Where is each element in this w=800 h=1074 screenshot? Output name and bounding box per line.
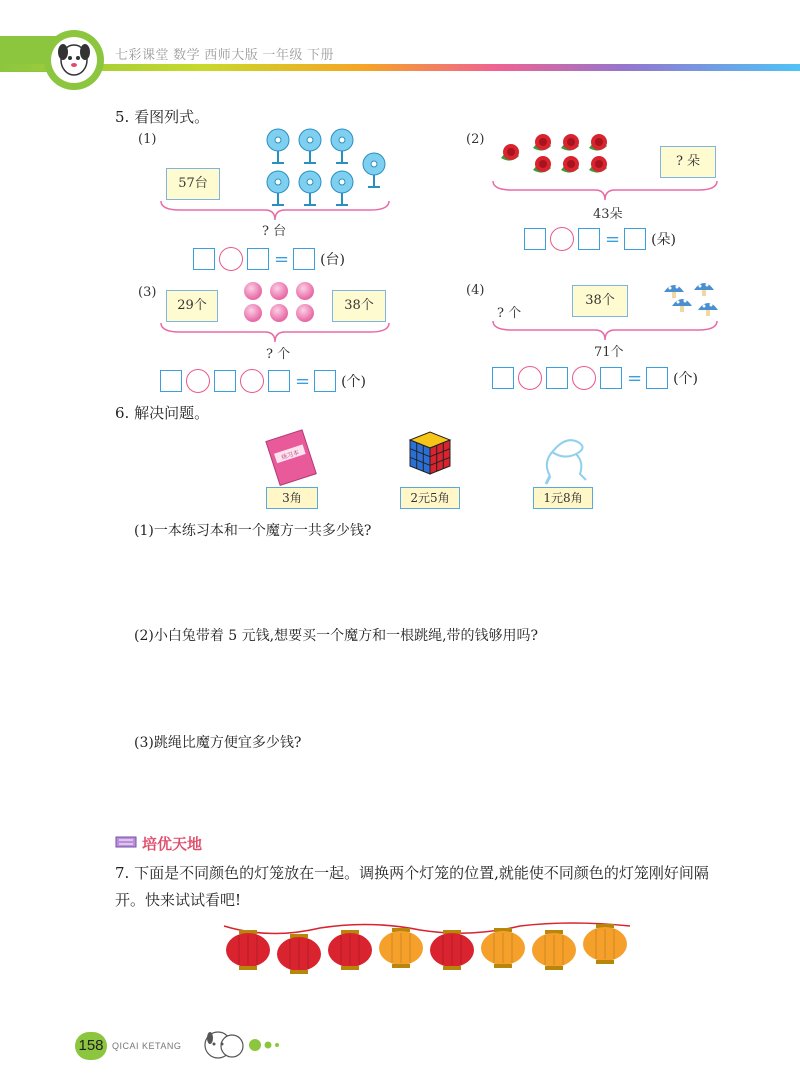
lantern-orange[interactable] [379, 928, 423, 968]
answer-box[interactable] [160, 370, 182, 392]
header-title: 七彩课堂 数学 西师大版 一年级 下册 [115, 47, 334, 62]
lantern-red[interactable] [226, 930, 270, 970]
price-rubiks-cube: 2元5角 [400, 487, 460, 509]
q5-p3-question: ? 个 [266, 347, 291, 362]
q5-p3-equation: = (个) [160, 369, 370, 393]
page-number: 158 [75, 1032, 107, 1060]
operator-circle[interactable] [518, 366, 542, 390]
operator-circle[interactable] [219, 247, 243, 271]
answer-box[interactable] [600, 367, 622, 389]
unit-label: (个) [341, 374, 367, 390]
pencil-icon [115, 834, 137, 850]
unit-label: (个) [673, 371, 699, 387]
ball-group-icon [240, 280, 320, 324]
q5-p3-left-box: 29个 [166, 290, 218, 322]
answer-box[interactable] [293, 248, 315, 270]
notebook-icon [262, 428, 324, 486]
q5-p1-equation: = (台) [193, 247, 349, 271]
lantern-row [220, 914, 640, 982]
q5-p2-equation: = (朵) [524, 227, 680, 251]
answer-box[interactable] [268, 370, 290, 392]
q5-p3-brace [160, 322, 390, 344]
q5-p4-question: ? 个 [497, 306, 522, 321]
jump-rope-icon [536, 432, 596, 486]
unit-label: (台) [320, 252, 346, 268]
lantern-red[interactable] [430, 930, 474, 970]
answer-box[interactable] [193, 248, 215, 270]
answer-box[interactable] [214, 370, 236, 392]
answer-box[interactable] [546, 367, 568, 389]
q6-sub3: (3)跳绳比魔方便宜多少钱? [134, 735, 302, 751]
answer-box[interactable] [524, 228, 546, 250]
lantern-orange[interactable] [481, 928, 525, 968]
footer-mascot-icon [200, 1028, 290, 1062]
q5-p1-label: (1) [138, 132, 157, 147]
header-color-bar [0, 64, 800, 71]
q5-p1-brace [160, 200, 390, 222]
rubiks-cube-icon [404, 428, 454, 478]
unit-label: (朵) [651, 232, 677, 248]
q5-p4-total: 71个 [594, 345, 624, 360]
answer-box[interactable] [247, 248, 269, 270]
q5-p4-known-box: 38个 [572, 285, 628, 317]
operator-circle[interactable] [550, 227, 574, 251]
q5-p1-known-box: 57台 [166, 168, 220, 200]
q6-sub2: (2)小白兔带着 5 元钱,想要买一个魔方和一根跳绳,带的钱够用吗? [134, 628, 539, 644]
mascot-icon [44, 30, 104, 90]
q5-p3-label: (3) [138, 285, 157, 300]
q5-p2-known-box: ? 朵 [660, 146, 716, 178]
q5-p2-brace [492, 180, 718, 202]
price-notebook: 3角 [266, 487, 318, 509]
q5-p2-total: 43朵 [593, 207, 623, 222]
operator-circle[interactable] [186, 369, 210, 393]
footer-brand: QICAI KETANG [112, 1041, 182, 1051]
operator-circle[interactable] [572, 366, 596, 390]
mascot-badge [44, 30, 104, 90]
q5-p4-equation: = (个) [492, 366, 702, 390]
price-jump-rope: 1元8角 [533, 487, 593, 509]
q7-text: 7. 下面是不同颜色的灯笼放在一起。调换两个灯笼的位置,就能使不同颜色的灯笼刚好间隔开。快来试试看吧! [115, 864, 709, 909]
operator-circle[interactable] [240, 369, 264, 393]
q5-p2-label: (2) [466, 132, 485, 147]
q5-p1-question: ? 台 [262, 224, 287, 239]
answer-box[interactable] [314, 370, 336, 392]
rose-group-icon [493, 128, 619, 180]
answer-box[interactable] [492, 367, 514, 389]
section-title: 培优天地 [142, 836, 203, 853]
lantern-orange[interactable] [583, 924, 627, 964]
q5-p3-right-box: 38个 [332, 290, 386, 322]
answer-box[interactable] [646, 367, 668, 389]
answer-box[interactable] [578, 228, 600, 250]
q5-title: 5. 看图列式。 [115, 108, 210, 126]
q6-sub1: (1)一本练习本和一个魔方一共多少钱? [134, 523, 372, 539]
q5-p4-label: (4) [466, 283, 485, 298]
lantern-orange[interactable] [532, 930, 576, 970]
lantern-red[interactable] [328, 930, 372, 970]
q6-title: 6. 解决问题。 [115, 404, 210, 422]
notebook-label: 练习本 [280, 449, 300, 462]
lantern-red[interactable] [277, 934, 321, 974]
mushroom-group-icon [662, 278, 722, 326]
q5-p4-brace [492, 320, 718, 342]
answer-box[interactable] [624, 228, 646, 250]
